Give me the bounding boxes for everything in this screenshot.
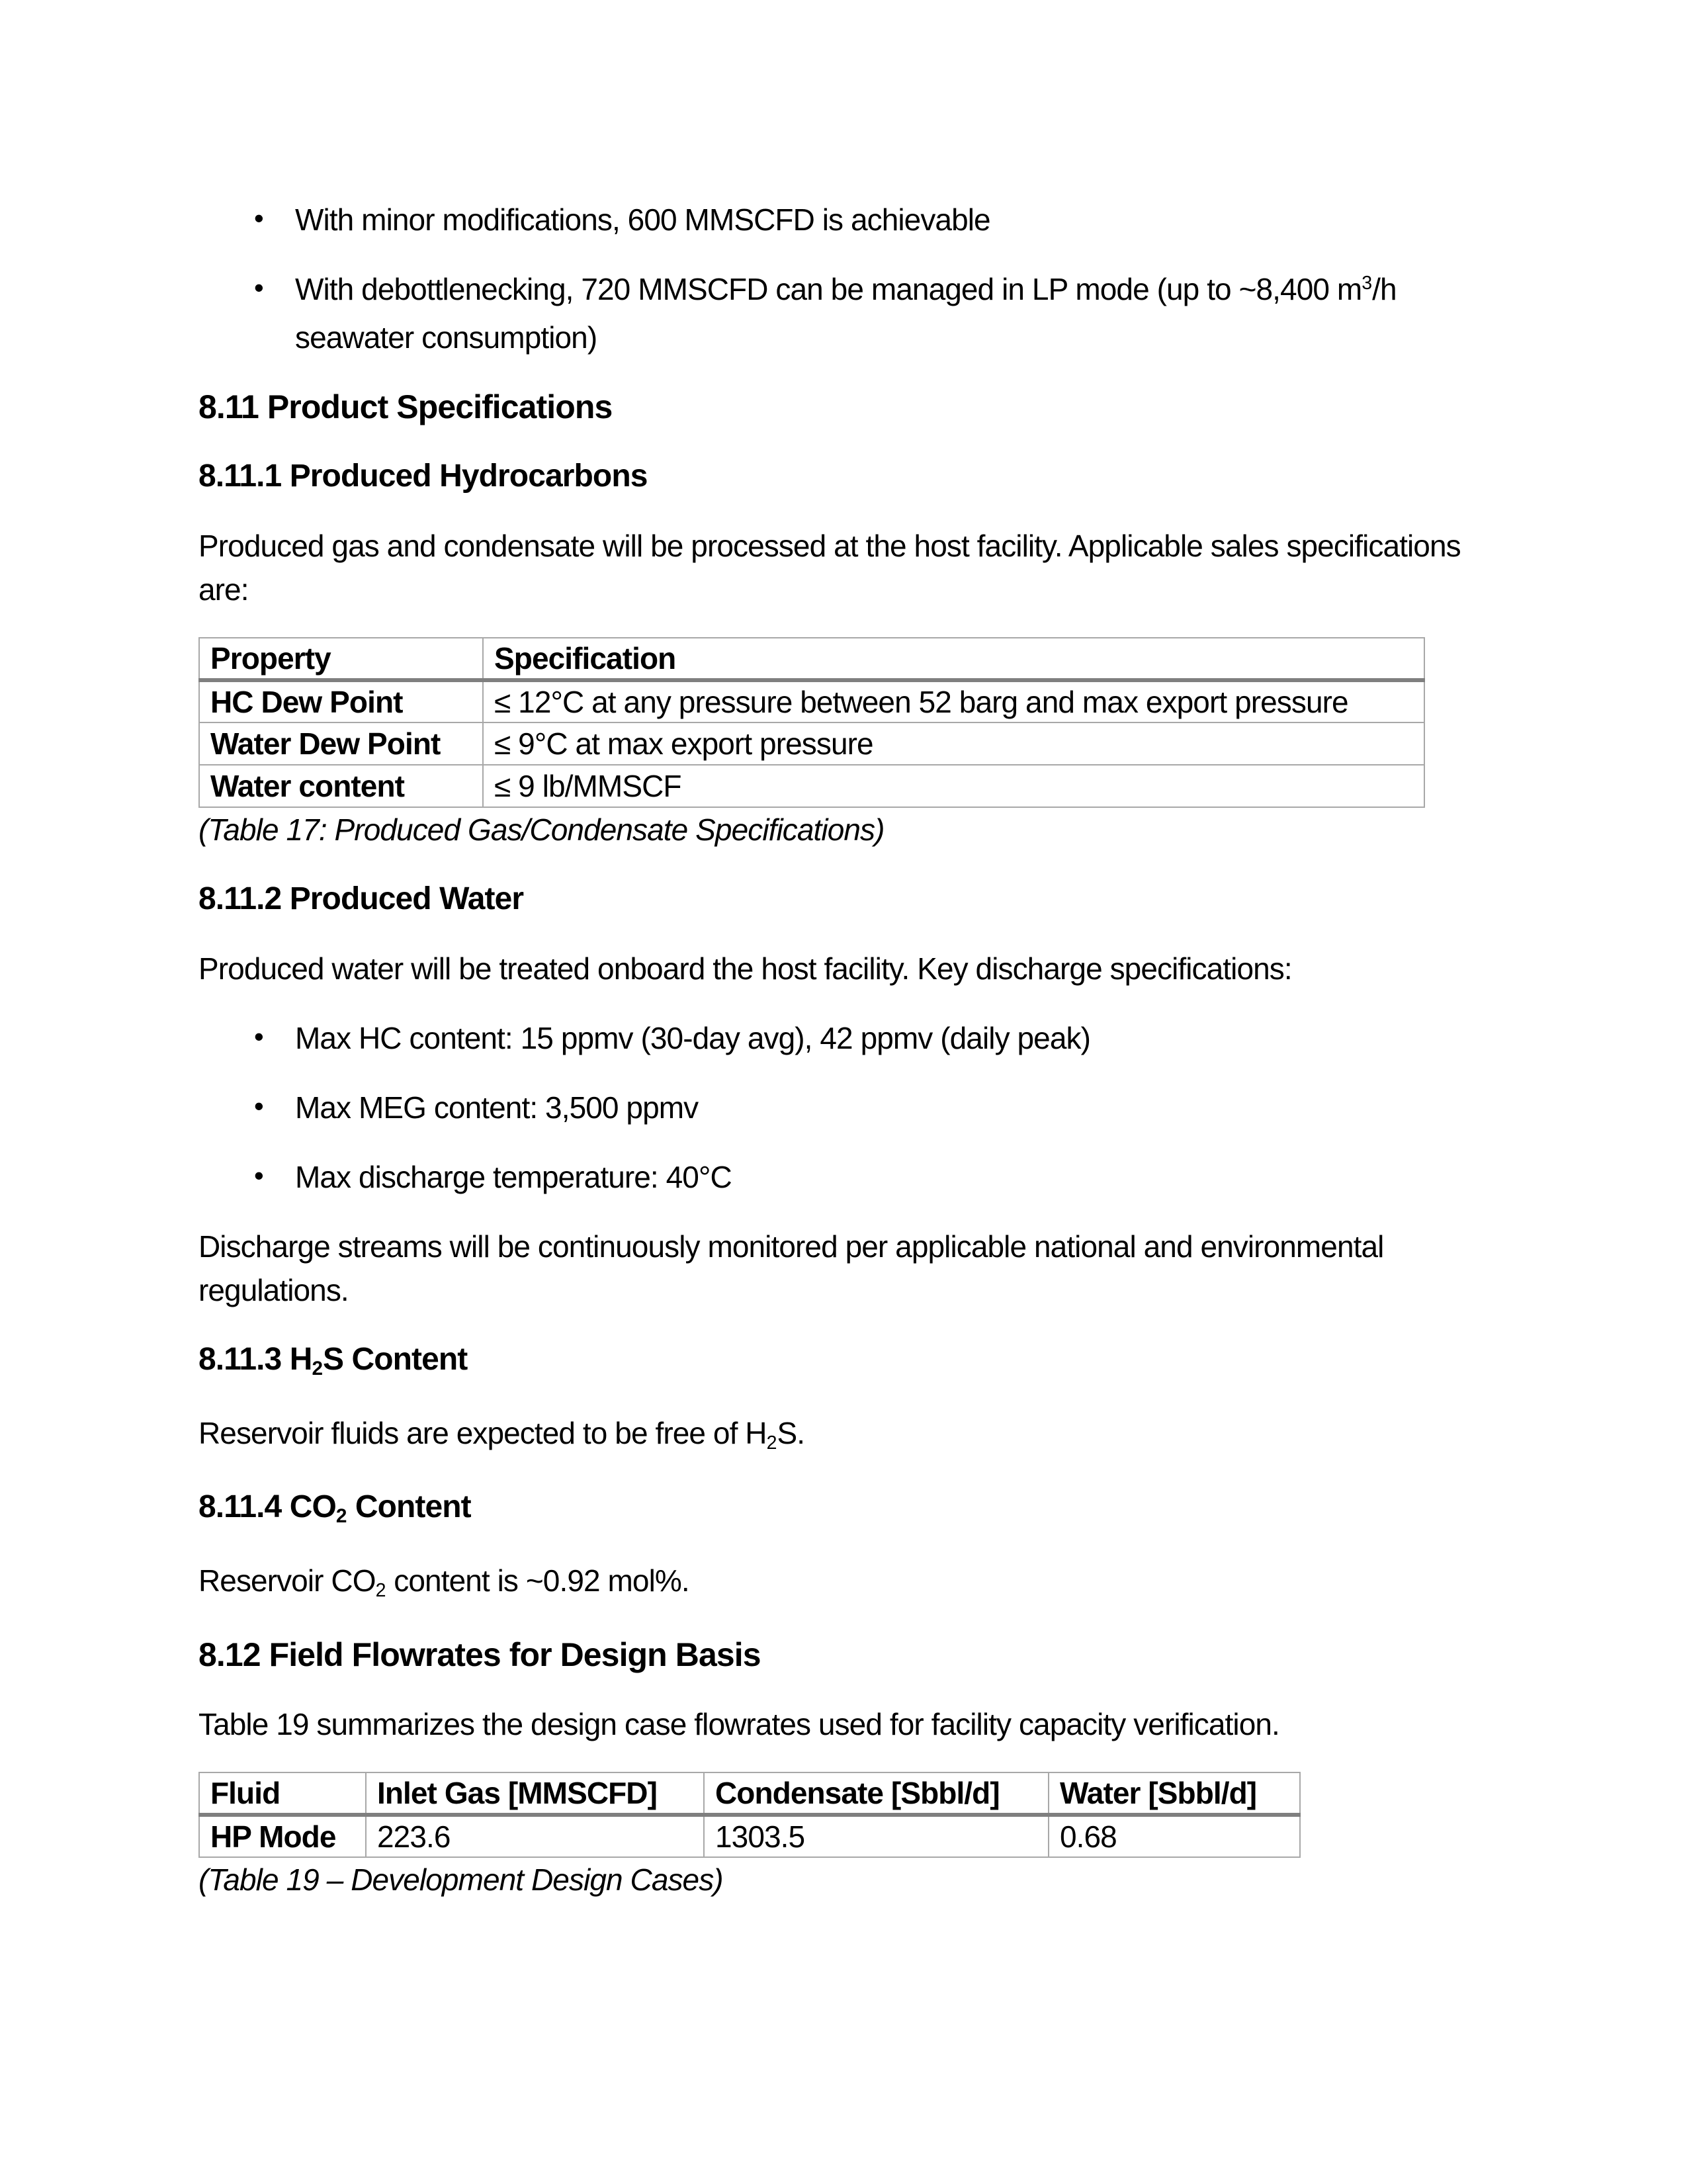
bullet-icon: • xyxy=(254,1160,263,1191)
list-item-text-segment: /h seawater consumption) xyxy=(295,272,1397,355)
capacity-bullet-list xyxy=(198,198,1489,359)
paragraph-discharge-monitoring: Discharge streams will be continuously monitored per applicable national and environmental regulations. xyxy=(198,1229,1384,1307)
heading-8-11-4 xyxy=(198,1485,1489,1533)
table-19-design-cases xyxy=(198,1772,1301,1858)
subscript-2: 2 xyxy=(335,1505,347,1528)
paragraph-text-segment: Reservoir fluids are expected to be free of H xyxy=(198,1416,767,1450)
page-content xyxy=(198,198,1489,1927)
column-header-specification: Specification xyxy=(483,638,1424,680)
cell-inlet-gas: 223.6 xyxy=(366,1815,704,1857)
paragraph-text-segment: S. xyxy=(777,1416,805,1450)
table-header-row xyxy=(199,638,1424,680)
subscript-2: 2 xyxy=(312,1358,323,1380)
heading-8-12: 8.12 Field Flowrates for Design Basis xyxy=(198,1636,761,1673)
subscript-2: 2 xyxy=(766,1432,777,1454)
table-17-gas-condensate-specs xyxy=(198,637,1425,808)
cell-specification: ≤ 9 lb/MMSCF xyxy=(483,765,1424,807)
cell-property: HC Dew Point xyxy=(199,680,483,722)
list-item xyxy=(198,1016,1489,1060)
table-row xyxy=(199,680,1424,722)
list-item-text: With minor modifications, 600 MMSCFD is achievable xyxy=(295,202,990,237)
table-row xyxy=(199,1815,1300,1857)
list-item-text: Max discharge temperature: 40°C xyxy=(295,1160,732,1194)
cell-property: Water content xyxy=(199,765,483,807)
paragraph-flowrates-intro: Table 19 summarizes the design case flowrates used for facility capacity verification. xyxy=(198,1707,1279,1741)
paragraph-text-segment: Reservoir CO xyxy=(198,1563,376,1598)
heading-text-segment: Content xyxy=(347,1489,471,1524)
heading-text-segment: 8.11.4 CO xyxy=(198,1489,336,1524)
heading-text-segment: S Content xyxy=(323,1342,468,1377)
column-header-inlet-gas: Inlet Gas [MMSCFD] xyxy=(366,1772,704,1815)
cell-specification: ≤ 9°C at max export pressure xyxy=(483,722,1424,765)
bullet-icon: • xyxy=(254,272,263,303)
column-header-property: Property xyxy=(199,638,483,680)
column-header-water: Water [Sbbl/d] xyxy=(1049,1772,1300,1815)
paragraph-produced-water-intro: Produced water will be treated onboard the host facility. Key discharge specifications: xyxy=(198,951,1292,986)
column-header-fluid: Fluid xyxy=(199,1772,366,1815)
paragraph-text-segment: content is ~0.92 mol%. xyxy=(386,1563,689,1598)
heading-8-11-1: 8.11.1 Produced Hydrocarbons xyxy=(198,459,648,494)
table-row xyxy=(199,722,1424,765)
list-item-text-segment: With debottlenecking, 720 MMSCFD can be managed in LP mode (up to ~8,400 m xyxy=(295,272,1362,306)
cell-property: Water Dew Point xyxy=(199,722,483,765)
discharge-spec-bullet-list xyxy=(198,1016,1489,1199)
heading-8-11-2: 8.11.2 Produced Water xyxy=(198,881,524,916)
list-item-text: Max MEG content: 3,500 ppmv xyxy=(295,1090,699,1125)
bullet-icon: • xyxy=(254,202,263,234)
table-19-caption: (Table 19 – Development Design Cases) xyxy=(198,1862,723,1897)
paragraph-h2s-content xyxy=(198,1411,1489,1460)
heading-text-segment: 8.11.3 H xyxy=(198,1342,312,1377)
subscript-2: 2 xyxy=(375,1579,386,1601)
heading-8-11: 8.11 Product Specifications xyxy=(198,388,613,425)
bullet-icon: • xyxy=(254,1021,263,1052)
table-header-row xyxy=(199,1772,1300,1815)
table-row xyxy=(199,765,1424,807)
list-item xyxy=(198,198,1489,241)
cell-condensate: 1303.5 xyxy=(704,1815,1049,1857)
list-item xyxy=(198,267,1489,359)
bullet-icon: • xyxy=(254,1090,263,1121)
list-item-text: Max HC content: 15 ppmv (30-day avg), 42 ppmv (daily peak) xyxy=(295,1021,1090,1055)
paragraph-co2-content xyxy=(198,1559,1489,1607)
paragraph-produced-hydrocarbons-intro: Produced gas and condensate will be processed at the host facility. Applicable sales specifications are: xyxy=(198,529,1461,607)
cell-specification: ≤ 12°C at any pressure between 52 barg and max export pressure xyxy=(483,680,1424,722)
cell-fluid-mode: HP Mode xyxy=(199,1815,366,1857)
column-header-condensate: Condensate [Sbbl/d] xyxy=(704,1772,1049,1815)
heading-8-11-3 xyxy=(198,1338,1489,1385)
superscript-3: 3 xyxy=(1362,273,1373,294)
list-item-text xyxy=(295,272,1397,355)
list-item xyxy=(198,1086,1489,1129)
cell-water: 0.68 xyxy=(1049,1815,1300,1857)
table-17-caption: (Table 17: Produced Gas/Condensate Specifications) xyxy=(198,812,885,847)
list-item xyxy=(198,1155,1489,1199)
